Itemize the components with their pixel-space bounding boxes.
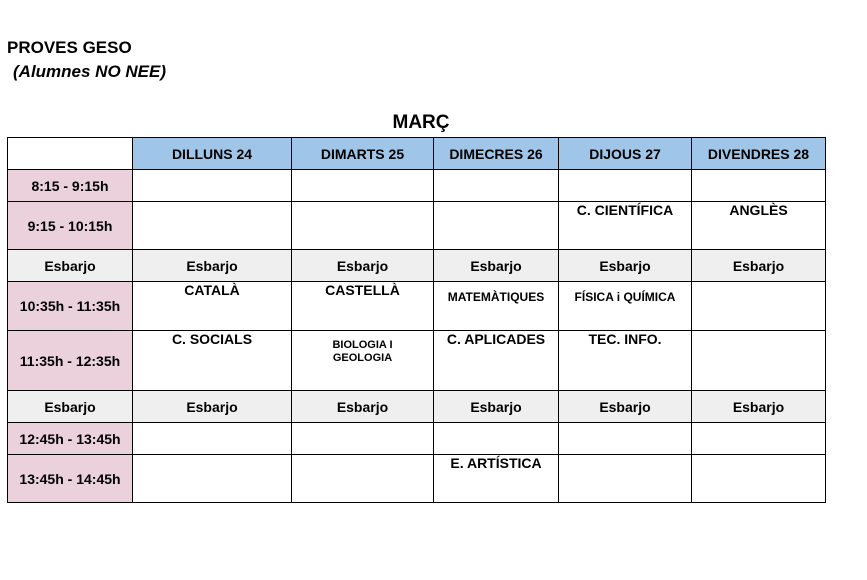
time-slot: 8:15 - 9:15h [8, 170, 133, 202]
time-slot: 12:45h - 13:45h [8, 423, 133, 455]
page-title: PROVES GESO [7, 38, 132, 57]
exam-cell [133, 202, 292, 250]
exam-cell [692, 423, 826, 455]
exam-cell [133, 455, 292, 503]
exam-cell: CATALÀ [133, 282, 292, 331]
page-subtitle: (Alumnes NO NEE) [13, 62, 167, 81]
time-slot: 10:35h - 11:35h [8, 282, 133, 331]
break-cell: Esbarjo [434, 391, 559, 423]
exam-cell: ANGLÈS [692, 202, 826, 250]
break-cell: Esbarjo [133, 250, 292, 282]
exam-cell [434, 202, 559, 250]
exam-cell [292, 331, 434, 391]
exam-cell [292, 455, 434, 503]
exam-cell [692, 170, 826, 202]
break-cell: Esbarjo [8, 250, 133, 282]
corner-cell [8, 138, 133, 170]
exam-cell [692, 455, 826, 503]
slot-row [8, 282, 826, 331]
day-header: DIJOUS 27 [559, 138, 692, 170]
exam-cell: C. CIENTÍFICA [559, 202, 692, 250]
slot-row [8, 170, 826, 202]
break-cell: Esbarjo [292, 250, 434, 282]
exam-cell [292, 423, 434, 455]
slot-row [8, 202, 826, 250]
time-slot: 9:15 - 10:15h [8, 202, 133, 250]
break-cell: Esbarjo [559, 250, 692, 282]
break-cell: Esbarjo [692, 391, 826, 423]
header-row [8, 138, 826, 170]
exam-cell: C. SOCIALS [133, 331, 292, 391]
exam-cell [434, 423, 559, 455]
break-cell: Esbarjo [8, 391, 133, 423]
break-cell: Esbarjo [434, 250, 559, 282]
exam-cell [292, 170, 434, 202]
break-cell: Esbarjo [292, 391, 434, 423]
time-slot: 13:45h - 14:45h [8, 455, 133, 503]
exam-cell-text: BIOLOGIA I GEOLOGIA [332, 339, 393, 364]
exam-cell [559, 423, 692, 455]
exam-cell [133, 170, 292, 202]
exam-schedule-table [7, 137, 826, 503]
break-cell: Esbarjo [133, 391, 292, 423]
day-header: DILLUNS 24 [133, 138, 292, 170]
slot-row [8, 455, 826, 503]
exam-cell [559, 455, 692, 503]
month-heading: MARÇ [392, 112, 450, 133]
exam-cell [292, 202, 434, 250]
day-header: DIMECRES 26 [434, 138, 559, 170]
exam-cell: E. ARTÍSTICA [434, 455, 559, 503]
break-cell: Esbarjo [692, 250, 826, 282]
exam-cell: FÍSICA i QUÍMICA [559, 282, 692, 331]
exam-cell [559, 170, 692, 202]
time-slot: 11:35h - 12:35h [8, 331, 133, 391]
exam-cell: TEC. INFO. [559, 331, 692, 391]
day-header: DIVENDRES 28 [692, 138, 826, 170]
day-header: DIMARTS 25 [292, 138, 434, 170]
exam-cell [133, 423, 292, 455]
break-row [8, 250, 826, 282]
exam-cell: CASTELLÀ [292, 282, 434, 331]
exam-cell [692, 331, 826, 391]
break-cell: Esbarjo [559, 391, 692, 423]
slot-row [8, 331, 826, 391]
exam-cell [692, 282, 826, 331]
exam-cell [434, 170, 559, 202]
exam-cell: MATEMÀTIQUES [434, 282, 559, 331]
exam-cell: C. APLICADES [434, 331, 559, 391]
break-row [8, 391, 826, 423]
slot-row [8, 423, 826, 455]
